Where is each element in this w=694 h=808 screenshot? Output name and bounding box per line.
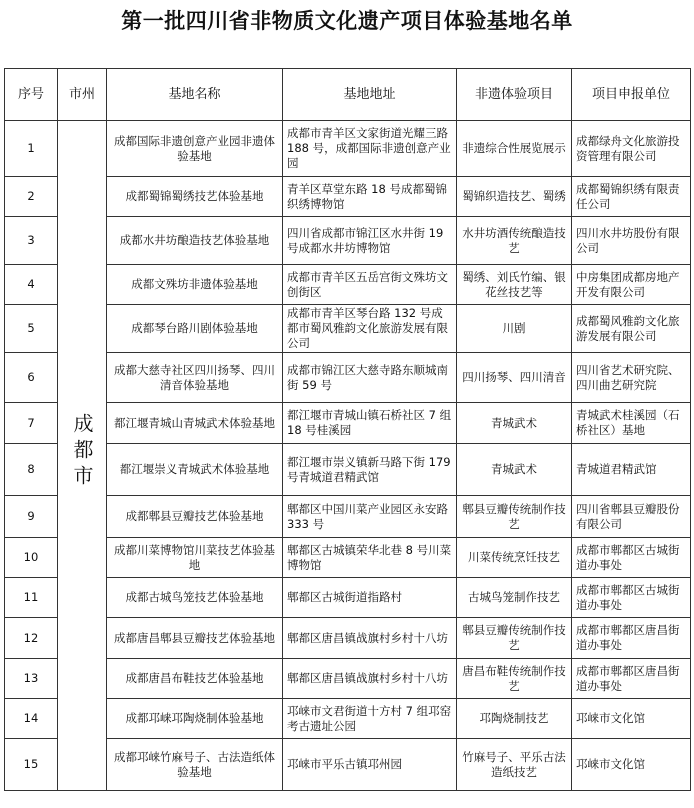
table-row: [5, 403, 691, 444]
base-address: 都江堰市青城山镇石桥社区 7 组 18 号桂溪园: [283, 403, 457, 444]
heritage-item: 竹麻号子、平乐古法造纸技艺: [457, 739, 572, 791]
applicant-unit: 青城道君精武馆: [572, 444, 691, 496]
table-row: [5, 699, 691, 739]
header-unit: 项目申报单位: [572, 69, 691, 121]
base-name: 都江堰崇义青城武术体验基地: [107, 444, 283, 496]
base-address: 邛崃市文君街道十方村 7 组邛窑考古遗址公园: [283, 699, 457, 739]
heritage-item: 水井坊酒传统酿造技艺: [457, 217, 572, 265]
row-number: 1: [5, 121, 58, 177]
heritage-item: 川菜传统烹饪技艺: [457, 538, 572, 578]
base-name: 成都古城鸟笼技艺体验基地: [107, 578, 283, 618]
base-address: 郫都区古城街道指路村: [283, 578, 457, 618]
applicant-unit: 中房集团成都房地产开发有限公司: [572, 265, 691, 305]
applicant-unit: 成都市郫都区古城街道办事处: [572, 538, 691, 578]
row-number: 6: [5, 353, 58, 403]
heritage-base-table: [4, 68, 691, 791]
base-address: 郫都区唐昌镇战旗村乡村十八坊: [283, 618, 457, 659]
row-number: 8: [5, 444, 58, 496]
applicant-unit: 成都蜀风雅韵文化旅游发展有限公司: [572, 305, 691, 353]
row-number: 4: [5, 265, 58, 305]
base-name: 成都邛崃竹麻号子、古法造纸体验基地: [107, 739, 283, 791]
table-row: [5, 496, 691, 538]
table-row: [5, 538, 691, 578]
table-row: [5, 739, 691, 791]
row-number: 13: [5, 659, 58, 699]
applicant-unit: 成都市郫都区唐昌街道办事处: [572, 618, 691, 659]
base-address: 成都市青羊区琴台路 132 号成都市蜀风雅韵文化旅游发展有限公司: [283, 305, 457, 353]
base-name: 成都郫县豆瓣技艺体验基地: [107, 496, 283, 538]
base-address: 郫都区唐昌镇战旗村乡村十八坊: [283, 659, 457, 699]
row-number: 12: [5, 618, 58, 659]
row-number: 11: [5, 578, 58, 618]
base-name: 成都蜀锦蜀绣技艺体验基地: [107, 177, 283, 217]
header-no: 序号: [5, 69, 58, 121]
row-number: 14: [5, 699, 58, 739]
heritage-item: 青城武术: [457, 403, 572, 444]
applicant-unit: 邛崃市文化馆: [572, 739, 691, 791]
base-address: 郫都区古城镇荣华北巷 8 号川菜博物馆: [283, 538, 457, 578]
header-city: 市州: [58, 69, 107, 121]
row-number: 10: [5, 538, 58, 578]
base-name: 成都国际非遗创意产业园非遗体验基地: [107, 121, 283, 177]
base-address: 青羊区草堂东路 18 号成都蜀锦织绣博物馆: [283, 177, 457, 217]
base-address: 都江堰市崇义镇新马路下街 179 号青城道君精武馆: [283, 444, 457, 496]
table-row: [5, 444, 691, 496]
table-row: [5, 578, 691, 618]
base-name: 成都唐昌郫县豆瓣技艺体验基地: [107, 618, 283, 659]
city-cell: [58, 121, 107, 791]
heritage-item: 非遗综合性展览展示: [457, 121, 572, 177]
base-name: 成都唐昌布鞋技艺体验基地: [107, 659, 283, 699]
table-row: [5, 659, 691, 699]
applicant-unit: 四川省郫县豆瓣股份有限公司: [572, 496, 691, 538]
heritage-item: 郫县豆瓣传统制作技艺: [457, 618, 572, 659]
table-row: [5, 177, 691, 217]
heritage-item: 青城武术: [457, 444, 572, 496]
page-title: 第一批四川省非物质文化遗产项目体验基地名单: [121, 9, 573, 33]
header-name: 基地名称: [107, 69, 283, 121]
table-row: [5, 618, 691, 659]
row-number: 7: [5, 403, 58, 444]
city-name: 成都市: [70, 413, 94, 491]
heritage-item: 郫县豆瓣传统制作技艺: [457, 496, 572, 538]
base-name: 成都川菜博物馆川菜技艺体验基地: [107, 538, 283, 578]
base-address: 成都市锦江区大慈寺路东顺城南街 59 号: [283, 353, 457, 403]
base-name: 都江堰青城山青城武术体验基地: [107, 403, 283, 444]
row-number: 3: [5, 217, 58, 265]
table-row: [5, 217, 691, 265]
heritage-item: 蜀锦织造技艺、蜀绣: [457, 177, 572, 217]
row-number: 2: [5, 177, 58, 217]
applicant-unit: 四川省艺术研究院、四川曲艺研究院: [572, 353, 691, 403]
base-address: 成都市青羊区五岳宫街文殊坊文创街区: [283, 265, 457, 305]
base-address: 邛崃市平乐古镇邛州园: [283, 739, 457, 791]
applicant-unit: 成都市郫都区唐昌街道办事处: [572, 659, 691, 699]
heritage-item: 唐昌布鞋传统制作技艺: [457, 659, 572, 699]
applicant-unit: 成都蜀锦织绣有限责任公司: [572, 177, 691, 217]
heritage-item: 四川扬琴、四川清音: [457, 353, 572, 403]
table-header-row: [5, 69, 691, 121]
base-address: 四川省成都市锦江区水井街 19 号成都水井坊博物馆: [283, 217, 457, 265]
header-address: 基地地址: [283, 69, 457, 121]
base-address: 成都市青羊区文家街道光耀三路 188 号，成都国际非遗创意产业园: [283, 121, 457, 177]
table-row: [5, 305, 691, 353]
row-number: 15: [5, 739, 58, 791]
header-item: 非遗体验项目: [457, 69, 572, 121]
applicant-unit: 成都绿舟文化旅游投资管理有限公司: [572, 121, 691, 177]
base-address: 郫都区中国川菜产业园区永安路 333 号: [283, 496, 457, 538]
table-row: [5, 265, 691, 305]
row-number: 5: [5, 305, 58, 353]
heritage-item: 蜀绣、刘氏竹编、银花丝技艺等: [457, 265, 572, 305]
applicant-unit: 成都市郫都区古城街道办事处: [572, 578, 691, 618]
applicant-unit: 四川水井坊股份有限公司: [572, 217, 691, 265]
base-name: 成都大慈寺社区四川扬琴、四川清音体验基地: [107, 353, 283, 403]
heritage-item: 川剧: [457, 305, 572, 353]
base-name: 成都琴台路川剧体验基地: [107, 305, 283, 353]
heritage-item: 古城鸟笼制作技艺: [457, 578, 572, 618]
base-name: 成都邛崃邛陶烧制体验基地: [107, 699, 283, 739]
applicant-unit: 邛崃市文化馆: [572, 699, 691, 739]
table-row: [5, 121, 691, 177]
base-name: 成都文殊坊非遗体验基地: [107, 265, 283, 305]
row-number: 9: [5, 496, 58, 538]
base-name: 成都水井坊酿造技艺体验基地: [107, 217, 283, 265]
applicant-unit: 青城武术桂溪园（石桥社区）基地: [572, 403, 691, 444]
table-row: [5, 353, 691, 403]
heritage-item: 邛陶烧制技艺: [457, 699, 572, 739]
